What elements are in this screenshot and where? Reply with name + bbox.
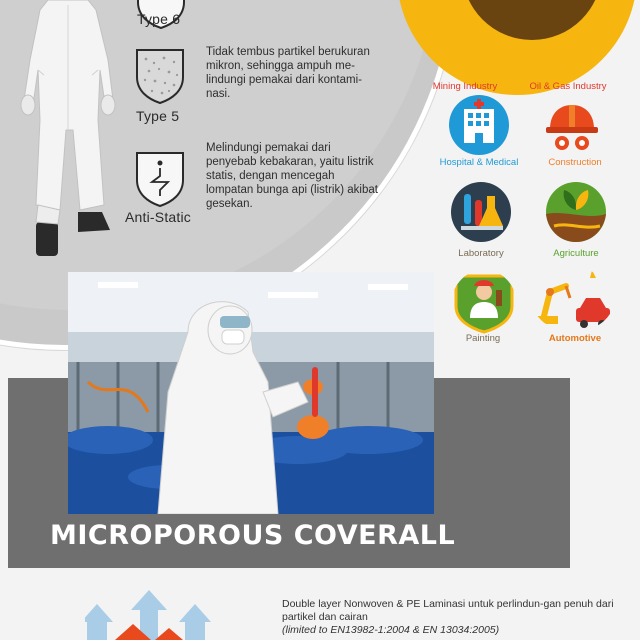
type5-label: Type 5 (136, 108, 180, 124)
industry-label-automotive: Automotive (548, 333, 602, 344)
industry-label-oil-gas: Oil & Gas Industry (529, 81, 607, 92)
hospital-building-icon (447, 93, 511, 157)
type5-description: Tidak tembus partikel berukuran mikron, sehingga ampuh me-lindungi pemakai dari kontami-nasi. (206, 46, 370, 100)
page-title: MICROPOROUS COVERALL (50, 520, 456, 551)
industry-label-mining: Mining Industry (432, 81, 498, 92)
type6-label: Type 6 (137, 11, 181, 27)
bottom-standard-note: (limited to EN13982-1:2004 & EN 13034:2005) (282, 624, 500, 636)
bottom-description (282, 598, 622, 637)
industry-label-agriculture: Agriculture (553, 248, 599, 259)
industry-label-hospital: Hospital & Medical (439, 157, 519, 168)
type5-shield-icon (134, 47, 186, 105)
industry-label-painting: Painting (465, 333, 501, 344)
construction-helmet-icon (540, 93, 604, 157)
industry-label-laboratory: Laboratory (458, 248, 504, 259)
automotive-robot-arm-icon (532, 268, 614, 332)
particle-arrows-icon (85, 588, 215, 640)
anti-static-description: Melindungi pemakai dari penyebab kebakaran, yaitu listrik statis, dengan mencegah lompatan bunga api (listrik) akibat gesekan. (206, 142, 378, 210)
worker-photo (68, 272, 434, 514)
coverall-suit-image (18, 0, 118, 262)
laboratory-flask-icon (449, 180, 513, 244)
painting-worker-icon (452, 270, 516, 334)
industry-label-construction: Construction (548, 157, 602, 168)
anti-static-label: Anti-Static (125, 209, 191, 225)
bottom-description-text: Double layer Nonwoven & PE Laminasi untuk perlindun-gan penuh dari partikel dan cairan (282, 598, 614, 623)
anti-static-shield-icon (134, 150, 186, 208)
agriculture-leaf-icon (544, 180, 608, 244)
